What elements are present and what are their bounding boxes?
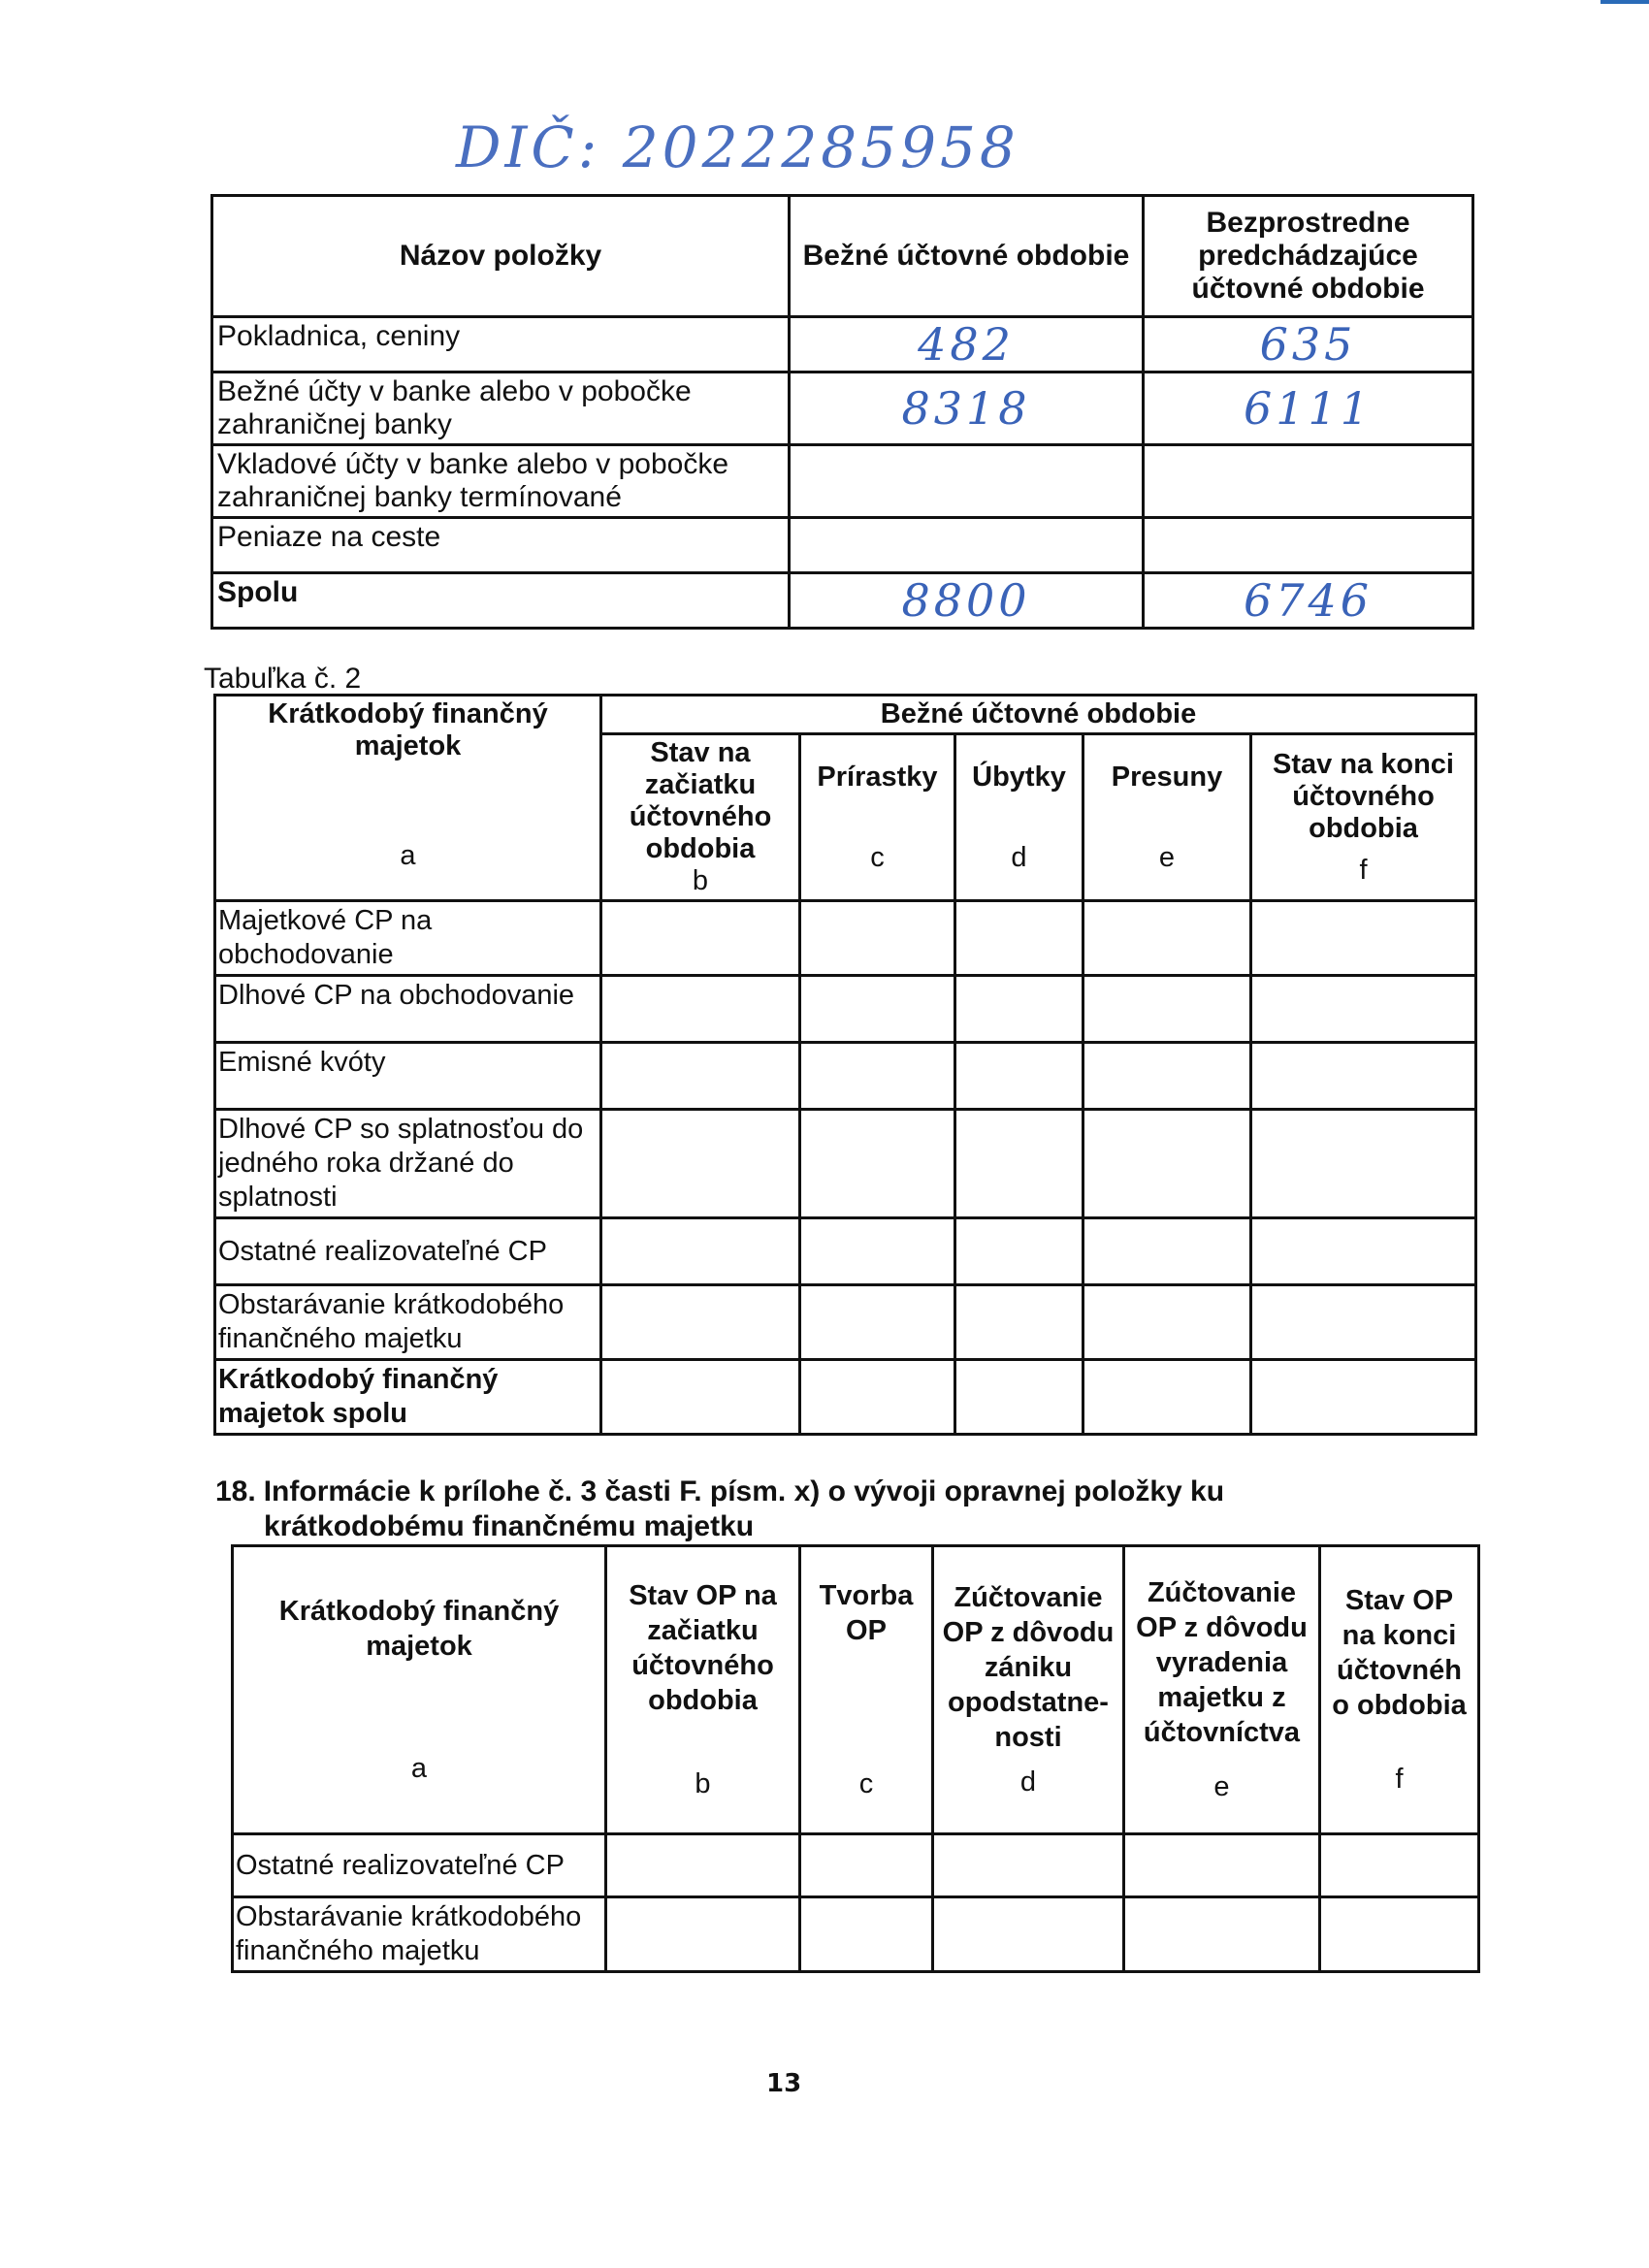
row-label: Bežné účty v banke alebo v pobočke zahraničnej banky: [212, 373, 790, 445]
cell-e: [1083, 1043, 1251, 1110]
cell-e: [1124, 1897, 1320, 1972]
group-header-current-period: Bežné účtovné obdobie: [601, 696, 1476, 734]
column-letter: b: [692, 865, 709, 896]
cell-d: [955, 1218, 1083, 1285]
header-text: Presuny: [1111, 761, 1223, 793]
table-row: [212, 518, 1473, 573]
header-row-label: [215, 696, 601, 901]
cell-e: [1083, 1110, 1251, 1218]
cell-c: [800, 976, 955, 1043]
cell-d: [955, 1285, 1083, 1360]
row-label: Emisné kvóty: [215, 1043, 601, 1110]
cash-table-header: [212, 196, 1473, 317]
table-row: [212, 317, 1473, 373]
section-title: Informácie k prílohe č. 3 časti F. písm. x) o vývoji opravnej položky ku: [263, 1475, 1225, 1507]
header-current-period: Bežné účtovné obdobie: [790, 196, 1144, 317]
column-letter: c: [858, 1768, 874, 1799]
cell-b: [601, 976, 800, 1043]
header-column: [955, 734, 1083, 901]
previous-value: 6111: [1144, 373, 1473, 445]
header-column: [933, 1546, 1124, 1834]
cell-b: [601, 1110, 800, 1218]
header-text: Stav OP na začiatku účtovného obdobia: [629, 1580, 777, 1716]
cell-e: [1083, 1218, 1251, 1285]
cell-e: [1124, 1834, 1320, 1897]
current-value: [790, 445, 1144, 518]
header-column: [1320, 1546, 1479, 1834]
row-label: Spolu: [212, 573, 790, 629]
cell-d: [933, 1897, 1124, 1972]
cell-b: [601, 1360, 800, 1435]
cash-table: [210, 194, 1474, 630]
cell-e: [1083, 1285, 1251, 1360]
cell-c: [800, 1285, 955, 1360]
header-column: [1124, 1546, 1320, 1834]
cell-f: [1251, 1043, 1476, 1110]
column-letter: b: [695, 1768, 711, 1799]
cell-e: [1083, 976, 1251, 1043]
column-letter: a: [410, 1753, 428, 1784]
column-letter: e: [1213, 1771, 1230, 1802]
cell-d: [955, 976, 1083, 1043]
cell-f: [1320, 1897, 1479, 1972]
total-row: [212, 573, 1473, 629]
column-letter: d: [1019, 1766, 1037, 1798]
table-row: [233, 1897, 1479, 1972]
header-text: Zúčtovanie OP z dôvodu zániku opodstatne-nosti: [942, 1582, 1115, 1753]
table2-caption: Tabuľka č. 2: [204, 663, 362, 695]
column-letter: d: [1011, 841, 1027, 873]
corner-mark: [1600, 0, 1649, 4]
row-label: Peniaze na ceste: [212, 518, 790, 573]
header-text: Zúčtovanie OP z dôvodu vyradenia majetku z účtovníctva: [1136, 1577, 1308, 1748]
column-letter: e: [1158, 841, 1176, 873]
current-value: 8800: [790, 573, 1144, 629]
header-column: [1251, 734, 1476, 901]
cell-f: [1251, 1360, 1476, 1435]
header-text: Tvorba OP: [819, 1580, 914, 1646]
current-value: 482: [790, 317, 1144, 373]
header-text: Stav na začiatku účtovného obdobia: [629, 737, 772, 864]
cell-d: [955, 1360, 1083, 1435]
cell-b: [601, 1285, 800, 1360]
cell-c: [800, 1218, 955, 1285]
cell-c: [800, 901, 955, 976]
cell-b: [606, 1834, 800, 1897]
column-letter: c: [870, 841, 885, 873]
row-label: Pokladnica, ceniny: [212, 317, 790, 373]
row-label: Ostatné realizovateľné CP: [215, 1218, 601, 1285]
header-text: Krátkodobý finančný majetok: [278, 1596, 560, 1662]
column-header-row: [233, 1546, 1479, 1834]
short-term-financial-assets-table: [213, 694, 1477, 1436]
table-row: [212, 373, 1473, 445]
header-column: [606, 1546, 800, 1834]
cell-b: [601, 901, 800, 976]
cell-b: [601, 1043, 800, 1110]
header-text: Úbytky: [972, 761, 1066, 793]
header-text: Prírastky: [817, 761, 938, 793]
cell-c: [800, 1110, 955, 1218]
page-number: 13: [766, 2069, 802, 2098]
row-label: Ostatné realizovateľné CP: [233, 1834, 606, 1897]
cell-c: [800, 1360, 955, 1435]
row-label: Obstarávanie krátkodobého finančného majetku: [233, 1897, 606, 1972]
row-label: Dlhové CP na obchodovanie: [215, 976, 601, 1043]
section-18-heading: [215, 1474, 1224, 1544]
cell-b: [601, 1218, 800, 1285]
column-letter: f: [1395, 1764, 1404, 1795]
cell-b: [606, 1897, 800, 1972]
header-column: [800, 1546, 933, 1834]
header-item-name: Názov položky: [212, 196, 790, 317]
current-value: 8318: [790, 373, 1144, 445]
cell-c: [800, 1043, 955, 1110]
header-text: Stav na konci účtovného obdobia: [1273, 748, 1454, 844]
cell-d: [933, 1834, 1124, 1897]
cell-d: [955, 1043, 1083, 1110]
header-column: [601, 734, 800, 901]
cell-f: [1251, 1110, 1476, 1218]
previous-value: 6746: [1144, 573, 1473, 629]
section-number: 18.: [215, 1475, 256, 1507]
cell-e: [1083, 901, 1251, 976]
section-18-line1: [215, 1474, 1224, 1509]
header-text: Stav OP na konci účtovnéh o obdobia: [1332, 1585, 1467, 1721]
cell-f: [1251, 901, 1476, 976]
row-label: Obstarávanie krátkodobého finančného majetku: [215, 1285, 601, 1360]
table-row: [215, 1285, 1476, 1360]
cell-d: [955, 901, 1083, 976]
table-row: [215, 1110, 1476, 1218]
header-column: [1083, 734, 1251, 901]
total-row: [215, 1360, 1476, 1435]
table-row: [215, 901, 1476, 976]
row-label: Dlhové CP so splatnosťou do jedného roka držané do splatnosti: [215, 1110, 601, 1218]
cell-e: [1083, 1360, 1251, 1435]
cell-f: [1320, 1834, 1479, 1897]
cell-c: [800, 1834, 933, 1897]
cell-f: [1251, 1218, 1476, 1285]
table-row: [212, 445, 1473, 518]
row-label: Vkladové účty v banke alebo v pobočke zahraničnej banky termínované: [212, 445, 790, 518]
row-label: Krátkodobý finančný majetok spolu: [215, 1360, 601, 1435]
previous-value: [1144, 445, 1473, 518]
allowance-table: [231, 1544, 1480, 1973]
handwritten-tax-id: DIČ: 2022285958: [456, 114, 1019, 180]
previous-value: 635: [1144, 317, 1473, 373]
row-label: Majetkové CP na obchodovanie: [215, 901, 601, 976]
group-header-row: [215, 696, 1476, 734]
previous-value: [1144, 518, 1473, 573]
header-column: [800, 734, 955, 901]
header-previous-period: Bezprostredne predchádzajúce účtovné obdobie: [1144, 196, 1473, 317]
table-row: [215, 976, 1476, 1043]
table-row: [215, 1043, 1476, 1110]
current-value: [790, 518, 1144, 573]
header-row-label-text: Krátkodobý finančný majetok: [268, 698, 548, 761]
table-row: [233, 1834, 1479, 1897]
table-row: [215, 1218, 1476, 1285]
header-column: [233, 1546, 606, 1834]
cell-f: [1251, 976, 1476, 1043]
cell-c: [800, 1897, 933, 1972]
cell-d: [955, 1110, 1083, 1218]
column-letter: f: [1359, 854, 1368, 886]
section-18-line2: krátkodobému finančnému majetku: [264, 1510, 755, 1542]
cell-f: [1251, 1285, 1476, 1360]
column-letter: a: [400, 840, 416, 871]
